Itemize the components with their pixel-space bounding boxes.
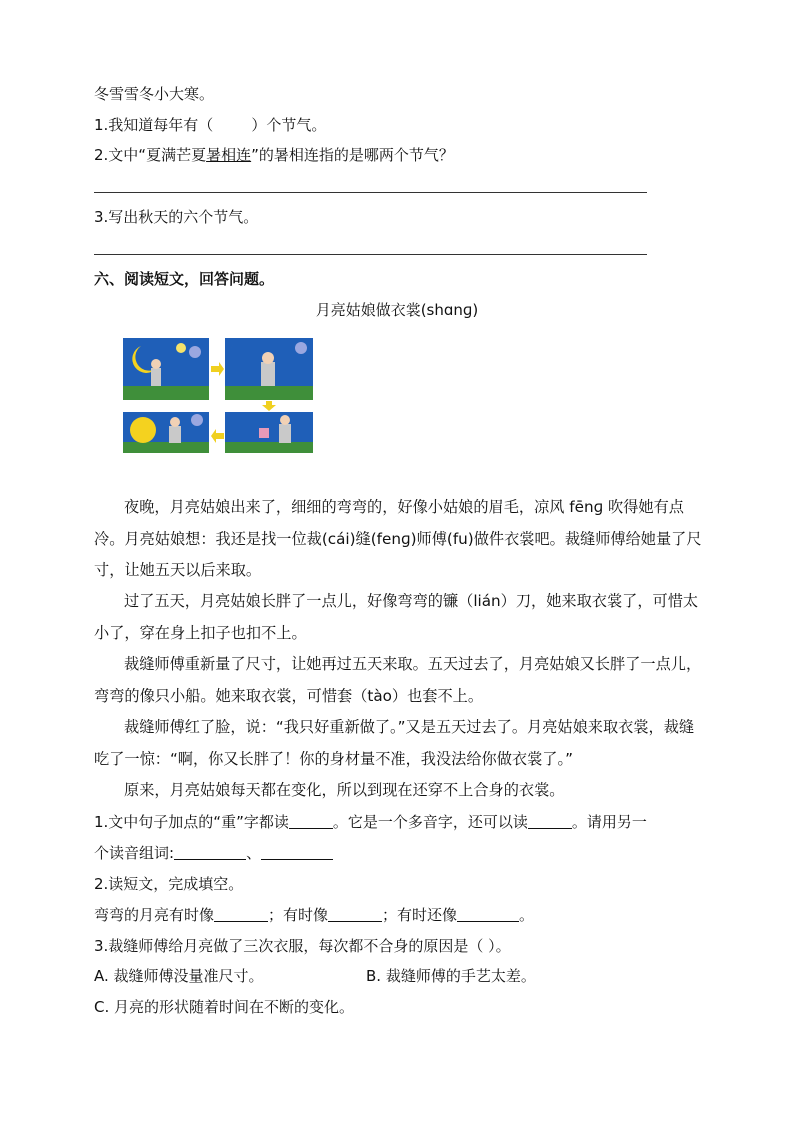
blank-word-2[interactable] — [261, 844, 333, 860]
story-paragraph-5: 原来，月亮姑娘每天都在变化，所以到现在还穿不上合身的衣裳。 — [124, 781, 565, 799]
story-paragraph-2: 过了五天，月亮姑娘长胖了一点儿，好像弯弯的镰（lián）刀，她来取衣裳了，可惜太小了，穿在身上扣子也扣不上。 — [94, 592, 699, 642]
arrow-down-icon — [262, 401, 276, 411]
blank-reading-1[interactable] — [289, 813, 333, 829]
story-title: 月亮姑娘做衣裳(shɑnɡ) — [315, 301, 479, 319]
option-b[interactable]: B. 裁缝师傅的手艺太差。 — [366, 967, 536, 985]
story-paragraph-3: 裁缝师傅重新量了尺寸，让她再过五天来取。五天过去了，月亮姑娘又长胖了一点儿，弯弯的像只小船。她来取衣裳，可惜套（tào）也套不上。 — [94, 655, 702, 705]
option-c[interactable]: C. 月亮的形状随着时间在不断的变化。 — [94, 998, 355, 1016]
reading-question-3: 3.裁缝师傅给月亮做了三次衣服，每次都不合身的原因是（ ）。 — [94, 937, 511, 955]
story-paragraph-1: 夜晚，月亮姑娘出来了，细细的弯弯的，好像小姑娘的眉毛，凉风 fēnɡ 吹得她有点冷。月亮姑娘想：我还是找一位裁(cái)缝(fenɡ)师傅(fu)做件衣裳吧。裁缝师傅给她量了尺寸，让她五天以后来取。 — [94, 498, 702, 579]
arrow-left-icon — [211, 429, 224, 443]
section-6-heading: 六、阅读短文，回答问题。 — [94, 270, 275, 288]
story-paragraph-4: 裁缝师傅红了脸，说：“我只好重新做了。”又是五天过去了。月亮姑娘来取衣裳，裁缝吃了一惊：“啊，你又长胖了！你的身材量不准，我没法给你做衣裳了。” — [94, 718, 695, 768]
comic-panel-3 — [123, 412, 209, 453]
question-2: 2.文中“夏满芒夏暑相连”的暑相连指的是哪两个节气？ — [94, 146, 454, 164]
intro-tail: 冬雪雪冬小大寒。 — [94, 85, 215, 103]
underlined-phrase: 暑相连 — [206, 146, 252, 164]
blank-shape-1[interactable] — [214, 906, 268, 922]
blank-shape-3[interactable] — [457, 906, 519, 922]
option-a[interactable]: A. 裁缝师傅没量准尺寸。 — [94, 967, 264, 985]
reading-question-1-line2: 个读音组词: 、 — [94, 843, 333, 863]
comic-illustration — [123, 338, 313, 453]
arrow-right-icon — [211, 362, 224, 376]
blank-reading-2[interactable] — [528, 813, 572, 829]
answer-line-q3[interactable] — [94, 254, 647, 255]
question-1: 1.我知道每年有（ ）个节气。 — [94, 116, 327, 134]
blank-shape-2[interactable] — [328, 906, 382, 922]
reading-question-1: 1.文中句子加点的“重”字都读 。它是一个多音字，还可以读 。请用另一 — [94, 813, 647, 831]
blank-word-1[interactable] — [174, 844, 246, 860]
comic-panel-4 — [225, 412, 313, 453]
question-3: 3.写出秋天的六个节气。 — [94, 208, 259, 226]
reading-question-2: 2.读短文，完成填空。 — [94, 875, 244, 893]
answer-line-q2[interactable] — [94, 192, 647, 193]
comic-panel-2 — [225, 338, 313, 400]
reading-question-2-fill: 弯弯的月亮有时像 ；有时像 ；有时还像 。 — [94, 906, 535, 924]
comic-panel-1 — [123, 338, 209, 400]
